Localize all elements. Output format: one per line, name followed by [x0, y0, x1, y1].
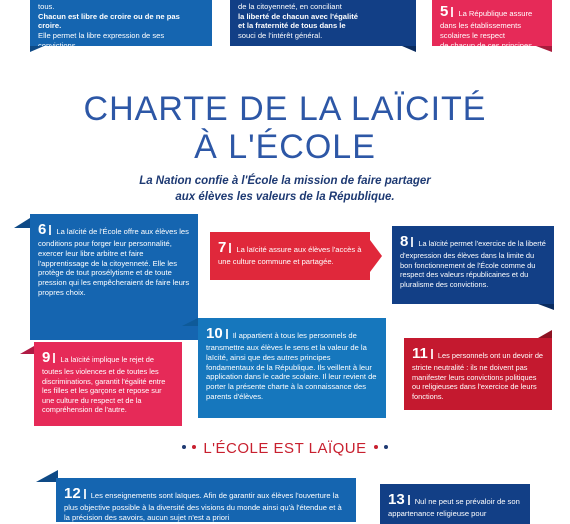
card-line: souci de l'intérêt général. [238, 31, 323, 41]
decorative-dot [182, 445, 186, 449]
card-tail [14, 210, 30, 228]
number-bar [451, 7, 453, 17]
article-number: 9 [42, 349, 51, 366]
article-card-top-left [30, 0, 212, 80]
card-tail [20, 338, 34, 354]
article-card-11 [404, 338, 552, 410]
card-tail [402, 46, 416, 52]
card-line: de chacun de ces principes. [440, 40, 535, 50]
article-number: 12 [64, 485, 81, 502]
article-card-6 [30, 214, 198, 340]
article-number: 13 [388, 491, 405, 508]
decorative-dot [192, 445, 196, 449]
card-line: La République assure [458, 9, 533, 18]
section-title-text: L'ÉCOLE EST LAÏQUE [203, 440, 367, 457]
article-number: 8 [400, 233, 409, 250]
card-line: Elle permet la libre expression de ses convictions, [38, 31, 165, 50]
card-line: de l'ordre public. [38, 70, 94, 80]
card-line: dans les établissements [440, 21, 522, 31]
card-line: scolaires le respect [440, 30, 505, 40]
article-text: La laïcité permet l'exercice de la liberté d'expression des élèves dans la limite du bon fonctionnement de l'École comme du respect des valeurs républicaines et du pluralisme des convictions. [400, 239, 546, 289]
article-text: Les enseignements sont laïques. Afin de garantir aux élèves l'ouverture la plus objective possible à la diversité des visions du monde ainsi qu'à l'étendue et à la précision des savoirs, aucun sujet n'est a priori [64, 491, 342, 522]
article-number: 7 [218, 239, 227, 256]
number-bar [411, 237, 413, 247]
card-tail [370, 240, 382, 272]
card-tail [538, 304, 554, 310]
article-card-5 [432, 0, 552, 50]
card-tail [36, 470, 58, 482]
title-line-1: CHARTE DE LA LAÏCITÉ [83, 90, 487, 128]
article-card-top-middle [230, 0, 416, 46]
number-bar [229, 243, 231, 253]
decorative-dot [384, 445, 388, 449]
number-bar [226, 329, 228, 339]
article-text: Nul ne peut se prévaloir de son appartenance religieuse pour [388, 497, 520, 519]
card-tail [30, 46, 44, 52]
article-text: La laïcité de l'École offre aux élèves les conditions pour forger leur personnalité, exercer leur libre arbitre et faire l'apprentissage de la citoyenneté. Elle les protège de tout prosélytisme et de toute pression qui les empêcheraient de faire leurs propres choix. [38, 227, 190, 297]
subtitle-line-1: La Nation confie à l'École la mission de faire partager [139, 175, 431, 187]
card-line: et la fraternité de tous dans le [238, 21, 346, 31]
article-card-9 [34, 342, 182, 426]
article-text: La laïcité implique le rejet de toutes les violences et de toutes les discriminations, garantit l'égalité entre les filles et les garçons et repose sur une culture du respect et de la compréhension de l'autre. [42, 355, 166, 415]
article-card-13 [380, 484, 530, 524]
subtitle-line-2: aux élèves les valeurs de la République. [175, 190, 395, 203]
card-tail [538, 330, 552, 338]
card-line: dans le respect de celles d'autrui et dans les limites [38, 50, 188, 70]
article-number: 11 [412, 345, 428, 362]
card-line: tous. [38, 2, 55, 11]
article-number: 6 [38, 221, 47, 238]
card-line: Chacun est libre de croire ou de ne pas croire. [38, 11, 180, 31]
number-bar [431, 349, 433, 359]
page-subtitle [0, 174, 570, 205]
title-line-2: À L'ÉCOLE [194, 128, 376, 166]
card-tail [536, 46, 552, 52]
card-line: la liberté de chacun avec l'égalité [238, 11, 358, 21]
article-text: La laïcité assure aux élèves l'accès à une culture commune et partagée. [218, 245, 362, 267]
article-card-8 [392, 226, 554, 304]
card-tail [182, 318, 198, 326]
article-card-10 [198, 318, 386, 418]
decorative-dot [374, 445, 378, 449]
number-bar [53, 353, 55, 363]
article-number: 10 [206, 325, 223, 342]
card-line: de la citoyenneté, en conciliant [238, 2, 342, 11]
article-text: Les personnels ont un devoir de stricte neutralité : ils ne doivent pas manifester leurs convictions politiques ou religieuses dans l'exercice de leurs fonctions. [412, 351, 544, 401]
article-text: Il appartient à tous les personnels de transmettre aux élèves le sens et la valeur de la laïcité, ainsi que des autres principes fondamentaux de la République. Ils veillent à leur application dans le cadre scolaire. Il leur revient de porter la présente charte à la connaissance des parents d'élèves. [206, 331, 377, 401]
number-bar [84, 489, 86, 499]
number-bar [49, 225, 51, 235]
page-title [0, 92, 570, 164]
article-card-12 [56, 478, 356, 522]
number-bar [408, 495, 410, 505]
article-card-7 [210, 232, 370, 280]
article-number: 5 [440, 3, 449, 20]
section-title [0, 440, 570, 457]
